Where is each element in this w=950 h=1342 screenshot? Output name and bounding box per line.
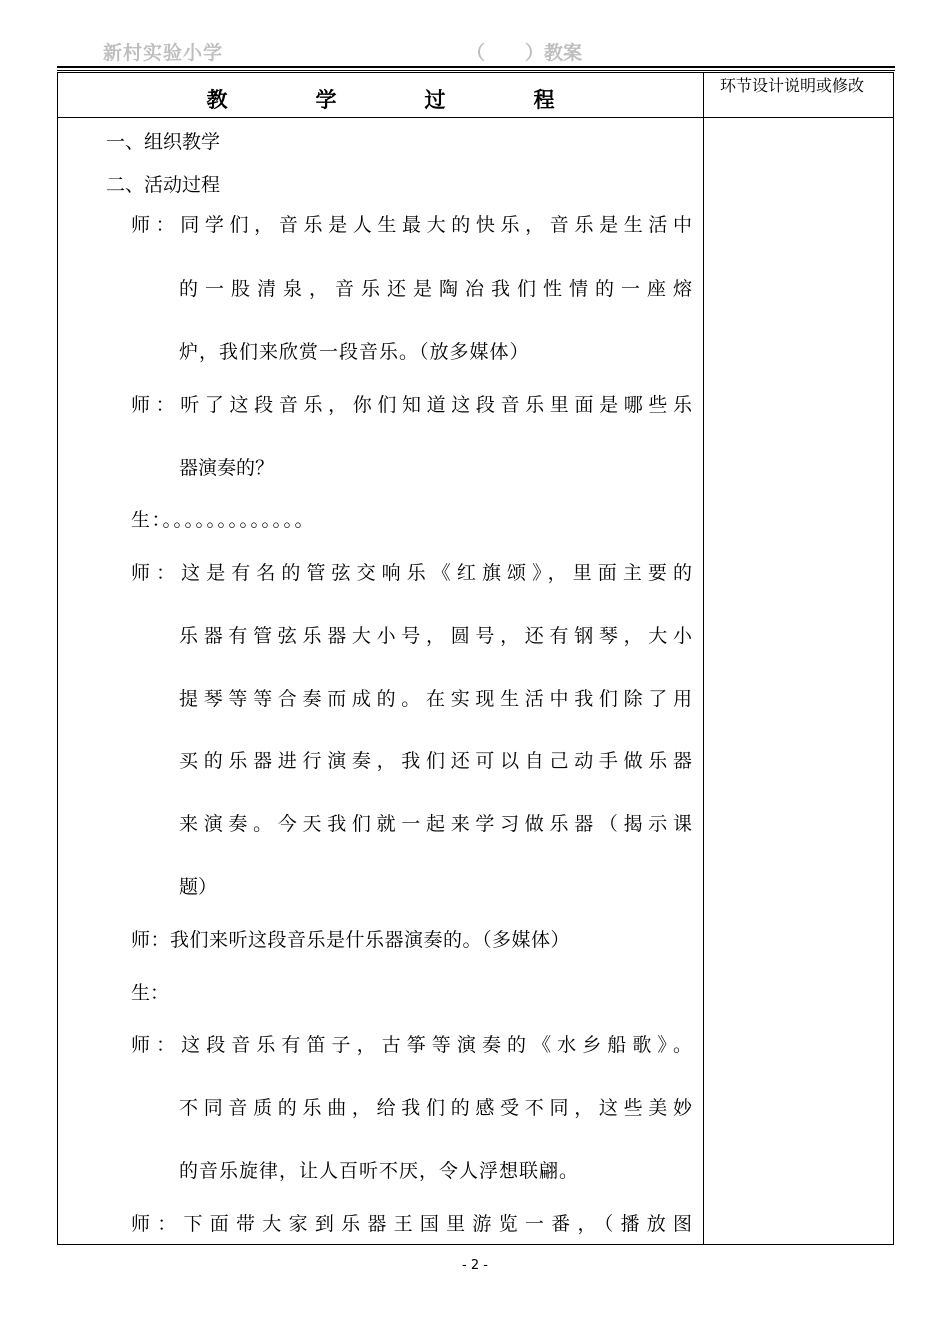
doc-type-label — [466, 38, 582, 65]
text-line: 器演奏的？ — [179, 457, 275, 479]
heading-char: 学 — [315, 88, 337, 112]
text-line-content: 来演奏。今天我们就一起来学习做乐器（揭示课 — [179, 813, 692, 835]
text-line: 一、组织教学 — [106, 131, 221, 153]
teaching-process-heading — [58, 84, 703, 114]
text-line: 生：。。。。。。。。。。。。。 — [131, 509, 316, 531]
text-line: 师：我们来听这段音乐是什乐器演奏的。（多媒体） — [131, 929, 571, 951]
heading-char: 教 — [206, 88, 228, 112]
doc-type-close: ）教案 — [525, 42, 583, 64]
text-line: 二、活动过程 — [106, 174, 221, 196]
column-divider — [703, 72, 704, 1245]
text-line: 的音乐旋律，让人百听不厌，令人浮想联翩。 — [179, 1160, 580, 1182]
text-line-content: 师：这是有名的管弦交响乐《红旗颂》，里面主要的 — [131, 562, 692, 584]
school-name: 新村实验小学 — [103, 42, 224, 64]
text-line: 生： — [131, 982, 170, 1004]
text-line — [131, 558, 692, 585]
text-line-content: 不同音质的乐曲，给我们的感受不同，这些美妙 — [179, 1097, 692, 1119]
text-line — [179, 684, 692, 711]
text-line — [179, 809, 692, 836]
text-line-content: 师：听了这段音乐，你们知道这段音乐里面是哪些乐 — [131, 394, 692, 416]
notes-column-heading: 环节设计说明或修改 — [720, 76, 865, 95]
text-line-content: 师：这段音乐有笛子，古筝等演奏的《水乡船歌》。 — [131, 1034, 692, 1056]
header-rule-thin — [57, 70, 895, 71]
text-line-content: 买的乐器进行演奏，我们还可以自己动手做乐器 — [179, 750, 692, 772]
text-line: 炉，我们来欣赏一段音乐。（放多媒体） — [179, 341, 530, 363]
text-line-content: 乐器有管弦乐器大小号，圆号，还有钢琴，大小 — [179, 625, 692, 647]
text-line — [179, 746, 692, 773]
doc-type-open: （ — [466, 42, 486, 64]
heading-char: 过 — [424, 88, 446, 112]
text-line-content: 的一股清泉，音乐还是陶冶我们性情的一座熔 — [179, 278, 692, 300]
page-number: - 2 - — [462, 1258, 488, 1273]
text-line — [131, 1030, 692, 1057]
text-line — [179, 1093, 692, 1120]
heading-char: 程 — [533, 88, 555, 112]
header-row-divider — [57, 117, 894, 118]
text-line — [131, 390, 692, 417]
text-line — [179, 621, 692, 648]
text-line — [179, 274, 692, 301]
text-line-content: 师：下面带大家到乐器王国里游览一番，（播放图 — [131, 1213, 692, 1235]
text-line-content: 提琴等等合奏而成的。在实现生活中我们除了用 — [179, 688, 692, 710]
text-line — [131, 1209, 692, 1236]
lesson-table — [57, 72, 894, 1245]
text-line — [131, 210, 692, 237]
text-line-content: 师：同学们，音乐是人生最大的快乐，音乐是生活中 — [131, 214, 692, 236]
text-line: 题） — [179, 876, 218, 898]
header-rule-thick — [57, 66, 895, 68]
